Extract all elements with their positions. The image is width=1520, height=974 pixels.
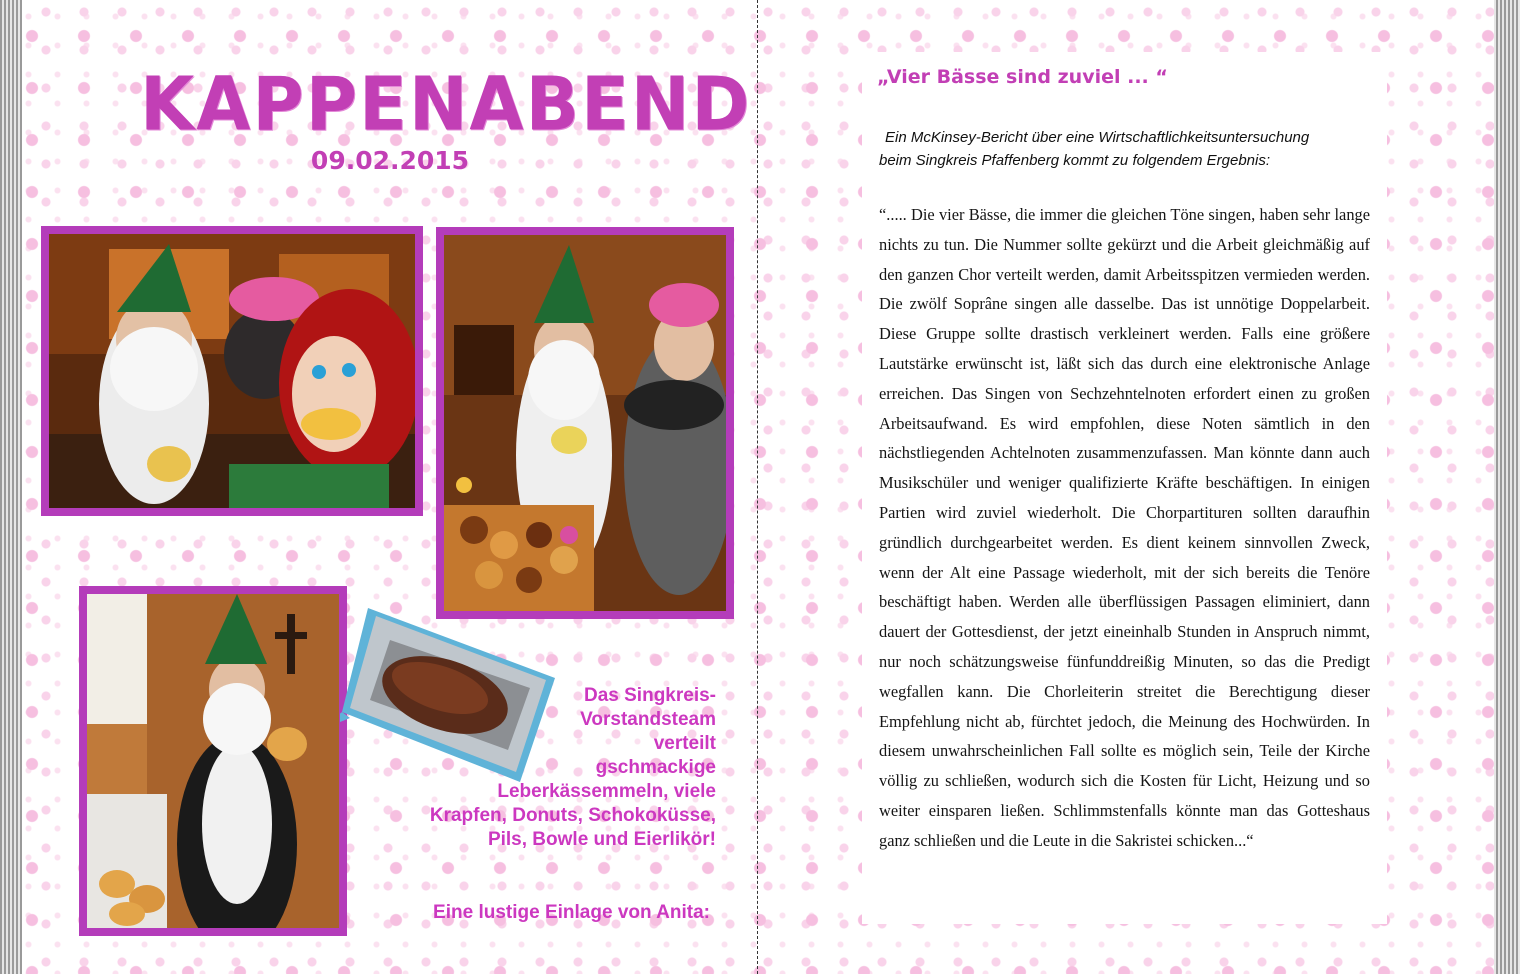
article-intro [879,126,1369,172]
article-heading: „Vier Bässe sind zuviel ... “ [877,66,1168,88]
food-caption [400,684,716,852]
page-fold-line [757,0,758,974]
caption-line: Krapfen, Donuts, Schokoküsse, [429,805,716,826]
caption-line: Vorstandsteam [580,709,716,730]
article-body: “..... Die vier Bässe, die immer die gleichen Töne singen, haben sehr lange nichts zu tun. Die Nummer sollte gekürzt und die Arbeit gleichmäßig auf den ganzen Chor verteilt werden, damit Arbeitsspitzen vermieden werden. Die zwölf Soprâne singen alle dasselbe. Das ist unnötige Doppelarbeit. Diese Gruppe sollte drastisch verkleinert werden. Falls eine größere Lautstärke erwünscht ist, läßt sich das durch eine elektronische Anlage erreichen. Das Singen von Sechzehntelnoten erfordert einen zu großen Arbeitsaufwand. Es wird empfohlen, diese Noten sämtlich in den nächstliegenden Achtelnoten zusammenzufassen. Man könnte dann auch Musikschüler und weniger qualifizierte Kräfte beschäftigen. In einigen Partien wird zuviel wiederholt. Die Chorpartituren sollten daraufhin gründlich durchgearbeitet werden. Es dient keinem sinnvollen Zweck, wenn der Alt eine Passage wiederholt, mit der sich bereits die Tenöre beschäftigt haben. Werden alle überflüssigen Passagen eliminiert, dann dauert der Gottesdienst, der jetzt eineinhalb Stunden in Anspruch nimmt, nur noch schätzungsweise fünfunddreißig Minuten, so das die Predigt wegfallen kann. Die Chorleiterin streitet die Berechtigung dieser Empfehlung nicht ab, fürchtet jedoch, die Meinung des Hochwürden. In diesem unwahrscheinlichen Fall sollte es möglich sein, Teile der Kirche völlig zu schließen, wodurch sich die Kosten für Licht, Heizung und so weiter einsparen ließen. Schlimmstenfalls könnte man das Gotteshaus ganz schließen und die Leute in die Sakristei schicken...“ [879,205,1370,850]
photo-dwarf-with-roll [79,586,347,936]
caption-line: verteilt [653,733,716,754]
intro-line: Ein McKinsey-Bericht über eine Wirtschaftlichkeitsuntersuchung [885,129,1310,146]
photo-dwarfs-with-cakes [436,227,734,619]
caption-line: Leberkässemmeln, viele [497,781,716,802]
intro-line: beim Singkreis Pfaffenberg kommt zu folgendem Ergebnis: [879,152,1271,169]
page-title: KAPPENABEND [140,60,752,148]
event-date: 09.02.2015 [310,146,470,175]
left-page-edge [0,0,22,974]
caption-line: Das Singkreis- [584,685,716,706]
caption-line: gschmackige [595,757,716,778]
right-page-edge [1494,0,1520,974]
photo-dwarfs-and-clown [41,226,423,516]
anita-caption: Eine lustige Einlage von Anita: [433,902,710,923]
caption-line: Pils, Bowle und Eierlikör! [487,829,716,850]
